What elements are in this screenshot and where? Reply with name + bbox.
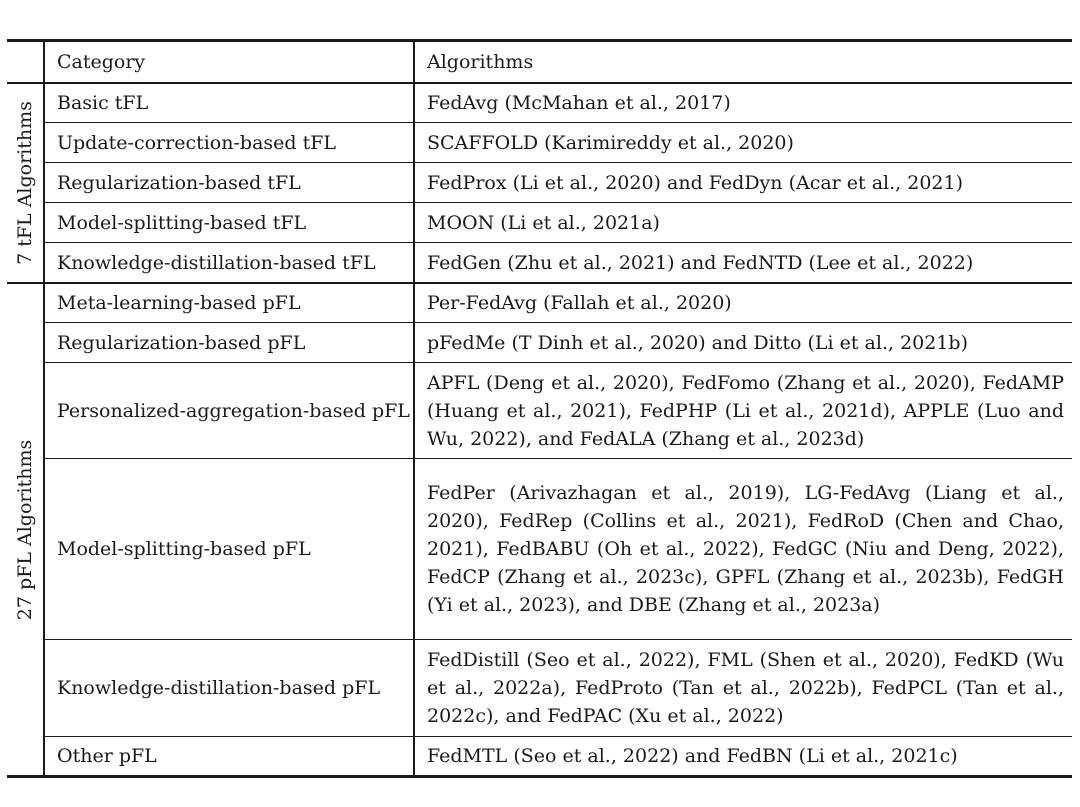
category-text: Model-splitting-based tFL <box>57 211 307 234</box>
group-label-pfl: 27 pFL Algorithms <box>14 439 36 620</box>
algorithms-text: pFedMe (T Dinh et al., 2020) and Ditto (Li et al., 2021b) <box>427 331 968 354</box>
table-header-row <box>7 42 1072 82</box>
algorithms-cell <box>415 737 1072 775</box>
table-row <box>45 242 1072 282</box>
algorithms-cell <box>415 123 1072 162</box>
algorithms-cell <box>415 203 1072 242</box>
algorithms-text: APFL (Deng et al., 2020), FedFomo (Zhang et al., 2020), FedAMP (Huang et al., 2021), FedPHP (Li et al., 2021d), APPLE (Luo and Wu, 2022), and FedALA (Zhang et al., 2023d) <box>427 371 1064 450</box>
algorithms-text: Per-FedAvg (Fallah et al., 2020) <box>427 292 732 314</box>
header-algorithms-cell <box>415 48 1072 76</box>
category-text: Knowledge-distillation-based pFL <box>57 677 381 699</box>
table-row <box>45 84 1072 122</box>
group-pfl <box>7 284 1072 775</box>
table-row <box>45 639 1072 736</box>
category-cell <box>45 163 415 202</box>
category-text: Knowledge-distillation-based tFL <box>57 251 376 274</box>
algorithms-text: FedGen (Zhu et al., 2021) and FedNTD (Lee et al., 2022) <box>427 251 974 274</box>
table-row <box>45 122 1072 162</box>
category-cell <box>45 123 415 162</box>
algorithms-text: MOON (Li et al., 2021a) <box>427 211 660 234</box>
table-row <box>45 458 1072 639</box>
category-cell <box>45 284 415 322</box>
algorithms-cell <box>415 84 1072 122</box>
category-cell <box>45 203 415 242</box>
group-label-cell <box>7 284 45 775</box>
category-text: Regularization-based tFL <box>57 171 301 194</box>
algorithms-text: FedPer (Arivazhagan et al., 2019), LG-FedAvg (Liang et al., 2020), FedRep (Collins et al., 2021), FedRoD (Chen and Chao, 2021), FedBABU (Oh et al., 2022), FedGC (Niu and Deng, 2022), FedCP (Zhang et al., 2023c), GPFL (Zhang et al., 2023b), FedGH (Yi et al., 2023), and DBE (Zhang et al., 2023a) <box>427 482 1064 616</box>
category-text: Other pFL <box>57 745 157 767</box>
category-text: Regularization-based pFL <box>57 331 306 354</box>
group-label-cell <box>7 84 45 282</box>
category-text: Basic tFL <box>57 92 149 114</box>
category-cell <box>45 737 415 775</box>
category-text: Update-correction-based tFL <box>57 131 337 154</box>
algorithms-cell <box>415 323 1072 362</box>
header-category-cell <box>45 42 415 82</box>
bottom-rule <box>7 775 1072 778</box>
algorithms-text: SCAFFOLD (Karimireddy et al., 2020) <box>427 131 794 154</box>
group-label-tfl: 7 tFL Algorithms <box>14 101 36 265</box>
table-row <box>45 322 1072 362</box>
algorithms-text: FedMTL (Seo et al., 2022) and FedBN (Li et al., 2021c) <box>427 745 958 767</box>
algorithms-text: FedProx (Li et al., 2020) and FedDyn (Acar et al., 2021) <box>427 171 963 194</box>
category-cell <box>45 459 415 639</box>
table-row <box>45 202 1072 242</box>
category-text: Model-splitting-based pFL <box>57 538 311 560</box>
algorithms-cell <box>415 163 1072 202</box>
category-cell <box>45 363 415 458</box>
header-group-cell <box>7 42 45 82</box>
category-text: Personalized-aggregation-based pFL <box>57 399 410 422</box>
table-row <box>45 362 1072 458</box>
group-tfl <box>7 84 1072 282</box>
category-cell <box>45 640 415 736</box>
algorithms-text: FedAvg (McMahan et al., 2017) <box>427 92 731 114</box>
header-category-label: Category <box>57 51 146 73</box>
algorithms-table <box>7 39 1072 778</box>
algorithms-cell <box>415 459 1072 639</box>
algorithms-cell <box>415 363 1072 458</box>
category-cell <box>45 84 415 122</box>
algorithms-cell <box>415 284 1072 322</box>
category-cell <box>45 243 415 282</box>
algorithms-cell <box>415 243 1072 282</box>
algorithms-cell <box>415 640 1072 736</box>
table-row <box>45 162 1072 202</box>
category-cell <box>45 323 415 362</box>
table-row <box>45 736 1072 775</box>
category-text: Meta-learning-based pFL <box>57 292 301 314</box>
header-algorithms-label: Algorithms <box>427 51 534 73</box>
algorithms-text: FedDistill (Seo et al., 2022), FML (Shen et al., 2020), FedKD (Wu et al., 2022a), FedProto (Tan et al., 2022b), FedPCL (Tan et al., 2022c), and FedPAC (Xu et al., 2022) <box>427 649 1064 727</box>
table-row <box>45 284 1072 322</box>
